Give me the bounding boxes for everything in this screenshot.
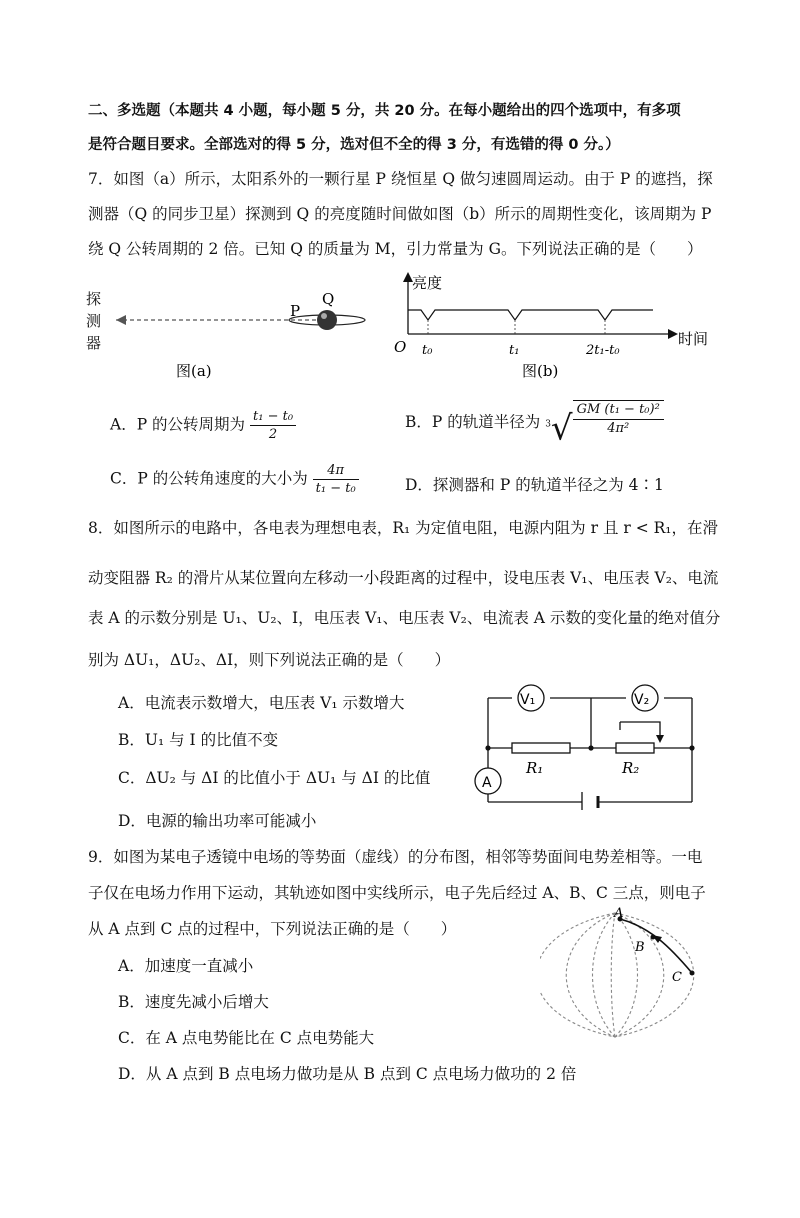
v2-label: V₂ xyxy=(634,692,650,708)
x-axis-label: 时间 xyxy=(678,330,709,348)
junction-dot xyxy=(689,745,694,750)
q7-option-b: B．P 的轨道半径为 $^3$√ $\frac{\text{GM (t₁ − t₀)²}}{\text{4π²}}$ xyxy=(405,400,664,446)
v1-label: V₁ xyxy=(520,692,536,708)
q8-stem-line4: 别为 ΔU₁，ΔU₂、ΔI，则下列说法正确的是（ ） xyxy=(88,651,451,669)
equipotential-line xyxy=(615,913,664,1037)
q7-stem-line2: 测器（Q 的同步卫星）探测到 Q 的亮度随时间做如图（b）所示的周期性变化，该周期为 P xyxy=(88,205,712,223)
q8-option-d: D．电源的输出功率可能减小 xyxy=(118,812,317,830)
x-axis-arrow-icon xyxy=(668,329,678,339)
equipotential-line xyxy=(566,913,615,1037)
q7-option-c: C．P 的公转角速度的大小为 $\frac{4\pi}{\text{t₁ − t₀}}$ xyxy=(110,462,359,497)
q9-stem-line3: 从 A 点到 C 点的过程中，下列说法正确的是（ ） xyxy=(88,920,457,938)
tick-2t1-t0: 2t₁-t₀ xyxy=(586,343,620,358)
q7-a-num: t₁ − t₀ xyxy=(250,408,296,426)
q7-figure-b xyxy=(388,268,728,386)
equipotential-line xyxy=(611,913,615,1037)
section-header-line2: 是符合题目要求。全部选对的得 5 分，选对但不全的得 3 分，有选错的得 0 分。） xyxy=(88,137,620,153)
planet-p-label: P xyxy=(290,302,301,320)
q9-equipotential-figure xyxy=(540,905,715,1045)
point-c-label: C xyxy=(672,970,682,985)
star-q-label: Q xyxy=(322,290,335,308)
y-axis-label: 亮度 xyxy=(412,274,443,292)
rheostat-slider-wire xyxy=(620,722,660,736)
resistor-r1 xyxy=(512,743,570,753)
q8-circuit xyxy=(470,680,710,810)
q9-stem-line2: 子仅在电场力作用下运动，其轨迹如图中实线所示，电子先后经过 A、B、C 三点，则电子 xyxy=(88,884,706,902)
section-header-line1: 二、多选题（本题共 4 小题，每小题 5 分，共 20 分。在每小题给出的四个选项中，有多项 xyxy=(88,103,681,119)
q7-stem-line1: 7．如图（a）所示，太阳系外的一颗行星 P 绕恒星 Q 做匀速圆周运动。由于 P 的遮挡，探 xyxy=(88,170,713,188)
origin-label: O xyxy=(394,338,407,356)
star-q xyxy=(317,310,337,330)
q7-b-num: GM (t₁ − t₀)² xyxy=(573,401,664,420)
point-c-dot xyxy=(690,971,695,976)
junction-dot xyxy=(588,745,593,750)
ammeter-label: A xyxy=(482,775,492,791)
junction-dot xyxy=(485,745,490,750)
detector-label: 探 测 器 xyxy=(86,290,102,352)
electron-trajectory xyxy=(620,919,692,973)
slider-arrow-icon xyxy=(656,735,664,743)
q9-option-b: B．速度先减小后增大 xyxy=(118,993,269,1011)
point-b-label: B xyxy=(635,940,645,955)
q7-b-den: 4π² xyxy=(607,421,630,436)
r1-label: R₁ xyxy=(526,759,544,777)
point-b-dot xyxy=(651,935,656,940)
q7-option-d: D．探测器和 P 的轨道半径之为 4∶1 xyxy=(405,476,664,494)
q7-figure-a xyxy=(80,280,380,390)
q8-stem-line1: 8．如图所示的电路中，各电表为理想电表，R₁ 为定值电阻，电源内阻为 r 且 r < R₁，在滑 xyxy=(88,519,719,537)
q8-option-c: C．ΔU₂ 与 ΔI 的比值小于 ΔU₁ 与 ΔI 的比值 xyxy=(118,769,431,787)
tick-t1: t₁ xyxy=(509,343,520,358)
fig-a-caption: 图(a) xyxy=(176,362,212,380)
q8-stem-line3: 表 A 的示数分别是 U₁、U₂、I，电压表 V₁、电压表 V₂、电流表 A 示数的变化量的绝对值分 xyxy=(88,609,721,627)
equipotential-line xyxy=(615,913,638,1037)
q8-option-a: A．电流表示数增大，电压表 V₁ 示数增大 xyxy=(118,694,405,712)
q7-c-num: 4π xyxy=(313,462,359,480)
q9-option-d: D．从 A 点到 B 点电场力做功是从 B 点到 C 点电场力做功的 2 倍 xyxy=(118,1065,577,1083)
rheostat-r2 xyxy=(616,743,654,753)
fig-b-caption: 图(b) xyxy=(522,362,559,380)
tick-t0: t₀ xyxy=(422,343,433,358)
q7-b-root-index: 3 xyxy=(545,419,551,430)
arrow-left-icon xyxy=(116,315,126,325)
star-highlight xyxy=(321,313,327,319)
equipotential-line xyxy=(540,913,615,1037)
q8-stem-line2: 动变阻器 R₂ 的滑片从某位置向左移动一小段距离的过程中，设电压表 V₁、电压表 V₂、电流 xyxy=(88,569,719,587)
q7-option-a: A．P 的公转周期为 $\frac{\text{t₁ − t₀}}{2}$ xyxy=(110,408,296,443)
q9-option-a: A．加速度一直减小 xyxy=(118,957,254,975)
brightness-curve xyxy=(408,310,653,320)
q7-stem-line3: 绕 Q 公转周期的 2 倍。已知 Q 的质量为 M，引力常量为 G。下列说法正确的是（ ） xyxy=(88,240,703,258)
r2-label: R₂ xyxy=(622,759,640,777)
q8-option-b: B．U₁ 与 I 的比值不变 xyxy=(118,731,279,749)
point-a-label: A xyxy=(614,906,624,921)
q7-a-den: 2 xyxy=(268,427,278,442)
q9-stem-line1: 9．如图为某电子透镜中电场的等势面（虚线）的分布图，相邻等势面间电势差相等。一电 xyxy=(88,848,703,866)
q9-option-c: C．在 A 点电势能比在 C 点电势能大 xyxy=(118,1029,375,1047)
q7-c-den: t₁ − t₀ xyxy=(315,481,356,496)
